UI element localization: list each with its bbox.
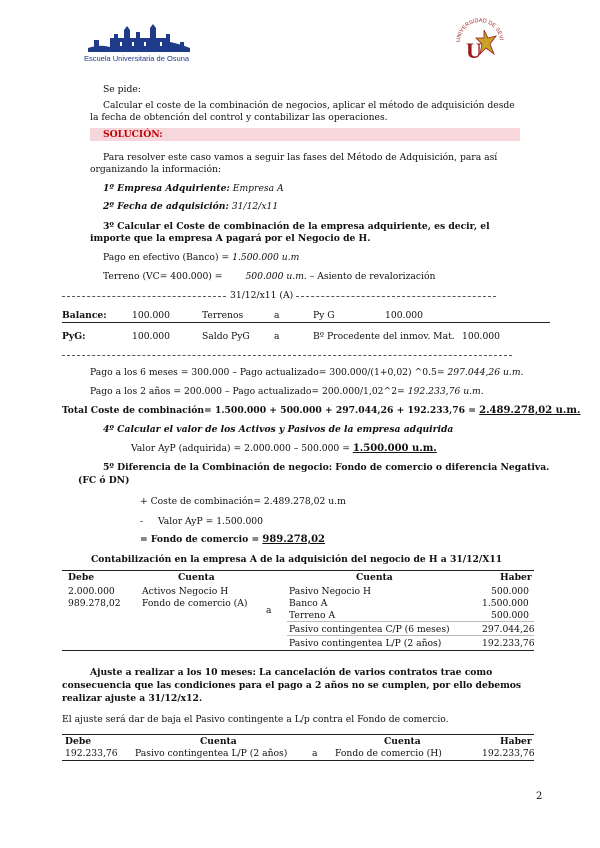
payment-6-months: Pago a los 6 meses = 300.000 – Pago actualizado= 300.000/(1+0,02) ^0.5= 297.044,26 u.m. (90, 367, 524, 378)
journal-2-account-right: Fondo de comercio (H) (335, 748, 442, 759)
svg-text:U: U (466, 38, 482, 63)
seal-text: UNIVERSIDAD DE SEVI (455, 17, 504, 43)
reval-row1-account1: Terrenos (202, 310, 244, 321)
step-5-minus-line: Valor AyP = 1.500.000 (158, 516, 263, 527)
journal-2-header-haber: Haber (500, 736, 532, 747)
journal-1-inner-rule (287, 621, 534, 622)
divider-bottom (62, 355, 512, 356)
step-1-label: 1º Empresa Adquiriente: (103, 183, 230, 194)
journal-2-account-left: Pasivo contingentea L/P (2 años) (135, 748, 288, 759)
payment-2-years-value: 192.233,76 u.m. (407, 386, 484, 397)
solution-intro-1: Para resolver este caso vamos a seguir las fases del Método de Adquisición, para así (103, 152, 498, 163)
journal-1-credit-account: Terreno A (289, 610, 336, 621)
terreno-value: 500.000 u.m. (245, 271, 307, 282)
reval-row1-label: Balance: (62, 310, 107, 321)
universidad-sevilla-logo (452, 12, 508, 68)
reval-row1-amount2: 100.000 (385, 310, 423, 321)
se-pide-line-2: la fecha de obtención del control y contabilizar las operaciones. (90, 112, 388, 123)
pago-efectivo-value: 1.500.000 u.m (232, 252, 300, 263)
journal-1-header-debe: Debe (68, 572, 95, 583)
journal-1-title: Contabilización en la empresa A de la adquisición del negocio de H a 31/12/X11 (91, 554, 503, 565)
journal-2-a: a (312, 748, 318, 759)
journal-1-credit-account: Banco A (289, 598, 328, 609)
journal-1-debit-amount: 989.278,02 (68, 598, 121, 609)
payment-2-years: Pago a los 2 años = 200.000 – Pago actualizado= 200.000/1,02^2= 192.233,76 u.m. (90, 386, 484, 397)
reval-rule (62, 322, 550, 323)
journal-2-header-debe: Debe (65, 736, 92, 747)
reval-row2-label: PyG: (62, 331, 86, 342)
adjustment-line-2: consecuencia que las condiciones para el pago a 2 años no se cumplen, por ello debemos (62, 680, 522, 691)
step-2-label: 2º Fecha de adquisición: (103, 201, 229, 212)
fondo-comercio: = Fondo de comercio = 989.278,02 (140, 534, 326, 545)
valor-ayp-value: 1.500.000 u.m. (352, 443, 437, 454)
adjustment-line-3: realizar ajuste a 31/12/x12. (62, 693, 203, 704)
terreno-note: – Asiento de revalorización (309, 271, 436, 282)
journal-2-bottom-rule (62, 760, 534, 761)
reval-row1-account2: Py G (313, 310, 335, 321)
se-pide-heading: Se pide: (103, 84, 141, 95)
pago-efectivo: Pago en efectivo (Banco) = 1.500.000 u.m (103, 252, 300, 263)
adjustment-line-1: Ajuste a realizar a los 10 meses: La cancelación de varios contratos trae como (90, 667, 493, 678)
divider-right (296, 296, 496, 297)
total-coste-value: 2.489.278,02 u.m. (479, 405, 581, 416)
terreno-line: Terreno (VC= 400.000) = 500.000 u.m. – Asiento de revalorización (103, 271, 436, 282)
journal-1-debit-account: Fondo de comercio (A) (142, 598, 248, 609)
step-2 (103, 201, 278, 212)
step-3-line-2: importe que la empresa A pagará por el Negocio de H. (90, 233, 371, 244)
journal-2-header-cuenta-left: Cuenta (200, 736, 237, 747)
journal-1-header-haber: Haber (500, 572, 532, 583)
valor-ayp: Valor AyP (adquirida) = 2.000.000 – 500.000 = 1.500.000 u.m. (131, 443, 437, 454)
journal-1-credit-account: Pasivo Negocio H (289, 586, 371, 597)
reval-row2-account2: Bº Procedente del inmov. Mat. (313, 331, 455, 342)
journal-1-credit-amount: 192.233,76 (482, 638, 535, 649)
journal-2-header-cuenta-right: Cuenta (384, 736, 421, 747)
reval-row1-a: a (274, 310, 280, 321)
solution-heading: SOLUCIÓN: (103, 129, 163, 140)
journal-1-credit-account: Pasivo contingentea L/P (2 años) (289, 638, 442, 649)
journal-1-top-rule (62, 570, 534, 571)
page-number: 2 (536, 791, 543, 802)
step-5-plus-line: + Coste de combinación= 2.489.278,02 u.m (140, 496, 346, 507)
step-3-line-1: 3º Calcular el Coste de combinación de la empresa adquiriente, es decir, el (103, 221, 490, 232)
divider-left (62, 296, 226, 297)
step-1 (103, 183, 284, 194)
journal-1-a: a (266, 605, 272, 616)
solution-intro-2: organizando la información: (90, 164, 222, 175)
reval-row2-account1: Saldo PyG (202, 331, 250, 342)
logo-caption: Escuela Universitaria de Osuna (84, 54, 190, 63)
date-divider-label: 31/12/x11 (A) (230, 290, 294, 301)
reval-row1-amount1: 100.000 (132, 310, 170, 321)
step-5-heading-1: 5º Diferencia de la Combinación de negocio: Fondo de comercio o diferencia Negativa. (103, 462, 550, 473)
reval-row2-amount2: 100.000 (462, 331, 500, 342)
total-coste: Total Coste de combinación= 1.500.000 + 500.000 + 297.044,26 + 192.233,76 = 2.489.278,02 u.m. (62, 405, 581, 416)
journal-1-credit-account: Pasivo contingentea C/P (6 meses) (289, 624, 450, 635)
fondo-comercio-value: 989.278,02 (262, 534, 326, 545)
journal-1-credit-amount: 1.500.000 (482, 598, 529, 609)
journal-1-credit-amount: 500.000 (491, 610, 529, 621)
journal-1-debit-amount: 2.000.000 (68, 586, 115, 597)
reval-row2-a: a (274, 331, 280, 342)
payment-6-months-value: 297.044,26 u.m. (447, 367, 524, 378)
journal-1-credit-amount: 500.000 (491, 586, 529, 597)
step-2-value: 31/12/x11 (231, 201, 279, 212)
step-4-heading: 4º Calcular el valor de los Activos y Pasivos de la empresa adquirida (103, 424, 454, 435)
step-5-heading-2: (FC ó DN) (78, 475, 130, 486)
journal-1-inner-rule-2 (287, 635, 534, 636)
adjustment-note: El ajuste será dar de baja el Pasivo contingente a L/p contra el Fondo de comercio. (62, 714, 449, 725)
journal-1-debit-account: Activos Negocio H (142, 586, 229, 597)
journal-1-bottom-rule (62, 650, 534, 651)
journal-1-header-cuenta-left: Cuenta (178, 572, 215, 583)
reval-row2-amount1: 100.000 (132, 331, 170, 342)
se-pide-line-1: Calcular el coste de la combinación de negocios, aplicar el método de adquisición desde (103, 100, 515, 111)
journal-1-header-cuenta-right: Cuenta (356, 572, 393, 583)
university-seal-icon (452, 12, 508, 68)
step-1-value: Empresa A (232, 183, 284, 194)
journal-2-haber: 192.233,76 (482, 748, 535, 759)
step-5-minus-sign: - (140, 516, 144, 527)
journal-2-debe: 192.233,76 (65, 748, 118, 759)
journal-1-credit-amount: 297.044,26 (482, 624, 535, 635)
journal-2-top-rule (62, 734, 534, 735)
